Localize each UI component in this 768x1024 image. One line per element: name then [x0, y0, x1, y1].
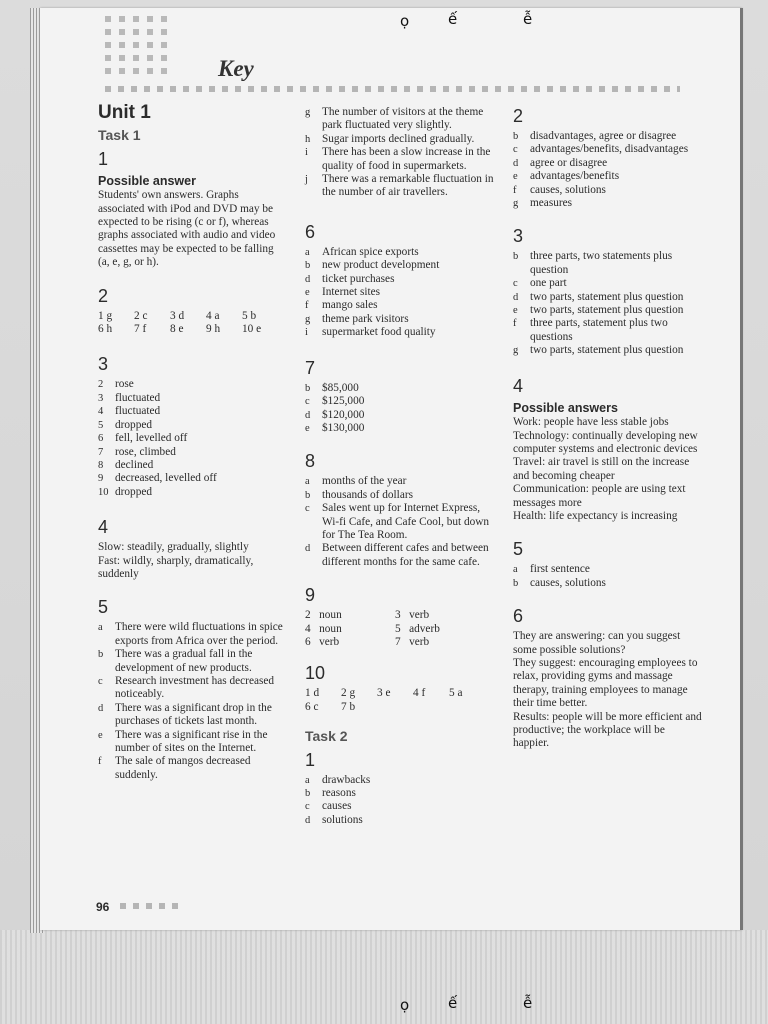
item-text: supermarket food quality: [322, 326, 436, 339]
item-label: b: [98, 649, 104, 661]
list-item: [98, 621, 283, 648]
list-item: [305, 326, 495, 339]
answer-list: [305, 774, 495, 828]
item-text: solutions: [322, 813, 363, 826]
item-text: Between different cafes and between different months for the same cafe.: [322, 542, 489, 568]
item-label: f: [98, 756, 102, 768]
list-item: [98, 459, 283, 472]
item-text: Research investment has decreased noticeably.: [115, 674, 275, 701]
exercise-number: 4: [98, 517, 109, 538]
list-item: [98, 419, 283, 432]
item-label: f: [513, 184, 517, 196]
item-label: 10: [98, 486, 109, 498]
item-text: Sugar imports declined gradually.: [322, 132, 475, 145]
list-item: [98, 675, 283, 702]
footer-mark-3: ễ: [523, 994, 533, 1012]
answer-line: Communication: people are using text messages more: [513, 483, 686, 509]
exercise-number: 4: [513, 375, 524, 396]
answer-cell: 5 adverb: [395, 622, 440, 635]
list-item: [513, 304, 703, 317]
answer-cell: 4 noun: [305, 622, 342, 635]
answer-line: Travel: air travel is still on the increase and becoming cheaper: [513, 456, 690, 482]
item-text: $120,000: [322, 408, 365, 421]
item-text: disadvantages, agree or disagree: [530, 130, 677, 142]
exercise-number: 1: [98, 148, 109, 169]
item-text: fell, levelled off: [115, 432, 188, 445]
answer-lines: [513, 416, 703, 523]
item-text: two parts, statement plus question: [530, 290, 684, 303]
item-label: c: [513, 278, 518, 290]
list-item: [513, 170, 703, 183]
item-label: i: [305, 327, 308, 339]
item-label: d: [513, 291, 519, 303]
item-text: causes: [322, 800, 352, 813]
item-text: $125,000: [322, 395, 365, 408]
item-text: rose: [115, 378, 134, 391]
footer-mark-2: ế: [448, 994, 458, 1012]
answer-cell: 6 c: [305, 700, 319, 713]
answer-cell: 2 g: [341, 687, 356, 700]
unit-heading: Unit 1: [98, 102, 151, 123]
item-label: b: [513, 131, 519, 142]
item-text: There were wild fluctuations in spice exports from Africa over the period.: [115, 621, 283, 647]
item-label: b: [305, 788, 311, 799]
list-item: [98, 486, 283, 499]
item-text: decreased, levelled off: [115, 472, 217, 485]
answer-cell: 8 e: [170, 323, 184, 336]
answer-cell: 6 verb: [305, 635, 340, 648]
list-item: [98, 648, 283, 675]
list-item: [98, 755, 283, 782]
answer-cell: 7 verb: [395, 635, 430, 648]
item-text: rose, climbed: [115, 445, 176, 458]
list-item: [98, 405, 283, 418]
answer-text: Fast: wildly, sharply, dramatically, suddenly: [98, 554, 254, 580]
list-item: [305, 814, 495, 827]
item-text: The number of visitors at the theme park fluctuated very slightly.: [322, 106, 484, 132]
item-text: months of the year: [322, 475, 407, 488]
item-text: There has been a slow increase in the quality of food in supermarkets.: [322, 146, 491, 172]
item-label: 6: [98, 433, 104, 445]
list-item: [98, 472, 283, 485]
item-label: j: [305, 174, 308, 186]
decorative-footer-dots: [120, 903, 185, 909]
list-item: [513, 317, 703, 344]
list-item: [305, 299, 495, 312]
header-mark-3: ễ: [523, 10, 533, 28]
list-item: [513, 563, 703, 576]
list-item: [98, 702, 283, 729]
exercise-number: 9: [305, 585, 316, 606]
item-label: g: [305, 313, 311, 325]
answer-cell: 4 f: [413, 687, 426, 700]
exercise-number: 6: [305, 221, 316, 242]
answer-text: Students' own answers. Graphs associated with iPod and DVD may be expected to be rising (c or f), whereas graphs associated with audio and video cassettes may be expected to be falling (a, e, g, or h).: [98, 189, 276, 269]
item-label: f: [305, 300, 309, 312]
item-text: reasons: [322, 787, 356, 799]
item-label: b: [305, 382, 311, 394]
list-item: [98, 729, 283, 756]
list-item: [98, 446, 283, 459]
exercise-number: 1: [305, 749, 316, 770]
list-item: [513, 197, 703, 210]
item-text: measures: [530, 197, 573, 210]
footer-mark-1: ọ: [400, 996, 410, 1014]
column-3: [513, 106, 703, 751]
item-label: c: [305, 396, 310, 408]
list-item: [305, 382, 495, 395]
list-item: [305, 409, 495, 422]
answer-cell: 3 d: [170, 309, 185, 322]
item-text: causes, solutions: [530, 183, 606, 196]
answer-list: [513, 250, 703, 357]
item-label: 8: [98, 459, 104, 471]
item-label: c: [305, 801, 310, 813]
answer-line: Technology: continually developing new computer systems and electronic devices: [513, 429, 698, 455]
item-label: d: [305, 273, 311, 285]
item-label: 3: [98, 392, 104, 404]
item-text: ticket purchases: [322, 272, 395, 285]
list-item: [305, 422, 495, 435]
list-item: [305, 774, 495, 787]
item-label: i: [305, 147, 308, 159]
item-text: two parts, statement plus question: [530, 304, 684, 317]
answer-cell: 7 f: [134, 323, 147, 336]
answer-line: Health: life expectancy is increasing: [513, 509, 678, 522]
list-item: [305, 787, 495, 800]
list-item: [513, 250, 703, 277]
item-text: three parts, two statements plus question: [530, 250, 673, 276]
answer-text: Slow: steadily, gradually, slightly: [98, 541, 249, 554]
answer-cell: 2 c: [134, 309, 148, 322]
list-item: [305, 502, 495, 542]
list-item: [513, 130, 703, 143]
list-item: [305, 489, 495, 502]
answer-heading: Possible answer: [98, 173, 196, 188]
item-text: causes, solutions: [530, 576, 606, 589]
item-text: thousands of dollars: [322, 488, 413, 501]
item-text: Sales went up for Internet Express, Wi-fi Cafe, and Cafe Cool, but down for The Tea Room.: [322, 502, 490, 541]
answer-cell: 1 g: [98, 309, 113, 322]
answer-grid: [305, 609, 495, 649]
item-label: g: [305, 107, 311, 118]
answer-cell: 10 e: [242, 323, 262, 336]
task-heading: Task 2: [305, 728, 348, 745]
item-text: $85,000: [322, 381, 359, 394]
exercise-number: 5: [513, 539, 524, 560]
item-text: theme park visitors: [322, 312, 409, 325]
item-label: a: [513, 564, 518, 576]
item-label: 2: [98, 379, 104, 391]
item-text: African spice exports: [322, 245, 419, 258]
list-item: [305, 313, 495, 326]
item-label: d: [305, 814, 311, 826]
column-1: [98, 102, 283, 782]
item-label: b: [513, 577, 519, 589]
exercise-number: 2: [98, 285, 109, 306]
exercise-number: 8: [305, 451, 316, 472]
item-label: 7: [98, 446, 104, 458]
item-text: $130,000: [322, 421, 365, 434]
item-label: a: [98, 622, 103, 634]
item-label: 5: [98, 419, 104, 431]
item-text: advantages/benefits, disadvantages: [530, 143, 689, 156]
item-label: b: [513, 251, 519, 263]
answer-cell: 3 e: [377, 687, 391, 700]
answer-list: [305, 246, 495, 340]
item-label: e: [305, 287, 310, 299]
item-text: mango sales: [322, 299, 378, 312]
list-item: [98, 392, 283, 405]
task-heading: Task 1: [98, 127, 141, 144]
exercise-number: 5: [98, 597, 109, 618]
answer-cell: 6 h: [98, 323, 113, 336]
list-item: [513, 157, 703, 170]
list-item: [513, 184, 703, 197]
item-text: There was a remarkable fluctuation in the number of air travellers.: [322, 173, 494, 199]
list-item: [513, 277, 703, 290]
item-label: d: [305, 409, 311, 421]
item-label: 9: [98, 473, 104, 485]
list-item: [305, 173, 495, 200]
item-text: agree or disagree: [530, 156, 608, 169]
item-label: a: [305, 476, 310, 488]
answer-line: Results: people will be more efficient and productive; the workplace will be happier.: [513, 710, 702, 750]
item-text: fluctuated: [115, 391, 161, 404]
item-label: f: [513, 318, 517, 330]
page-title: Key: [218, 56, 254, 81]
list-item: [513, 143, 703, 156]
item-label: b: [305, 260, 311, 272]
column-2: [305, 106, 495, 827]
item-label: e: [98, 729, 103, 741]
item-text: There was a gradual fall in the development of new products.: [115, 648, 253, 674]
item-text: fluctuated: [115, 405, 161, 418]
decorative-dot-grid: [105, 16, 167, 74]
answer-grid: [305, 687, 495, 714]
answer-cell: 4 a: [206, 309, 220, 322]
exercise-number: 10: [305, 663, 326, 684]
item-label: g: [513, 198, 519, 210]
item-label: c: [305, 503, 310, 515]
answer-line: They are answering: can you suggest some possible solutions?: [513, 630, 681, 656]
item-text: one part: [530, 277, 567, 290]
item-text: dropped: [115, 418, 153, 431]
exercise-number: 2: [513, 106, 524, 126]
list-item: [305, 273, 495, 286]
item-text: declined: [115, 458, 154, 471]
decorative-dot-row: [105, 86, 680, 92]
answer-list: [305, 475, 495, 569]
item-text: three parts, statement plus two questions: [530, 317, 668, 343]
answer-list: [513, 130, 703, 210]
item-label: e: [305, 422, 310, 434]
list-item: [305, 133, 495, 146]
answer-line: They suggest: encouraging employees to relax, providing gyms and massage therapy, training employees to manage their time better.: [513, 656, 698, 710]
answer-line: Work: people have less stable jobs: [513, 416, 669, 429]
item-label: d: [305, 543, 311, 555]
header-mark-2: ế: [448, 10, 458, 28]
answer-cell: 1 d: [305, 687, 320, 700]
list-item: [513, 344, 703, 357]
item-text: The sale of mangos decreased suddenly.: [115, 755, 251, 781]
list-item: [305, 106, 495, 133]
list-item: [305, 800, 495, 813]
answer-cell: 5 a: [449, 687, 463, 700]
item-label: a: [305, 774, 310, 786]
answer-grid: [98, 310, 283, 337]
answer-cell: 5 b: [242, 309, 257, 322]
list-item: [98, 432, 283, 445]
answer-cell: 3 verb: [395, 609, 430, 622]
item-text: two parts, statement plus question: [530, 344, 684, 357]
list-item: [305, 395, 495, 408]
exercise-number: 3: [98, 354, 109, 375]
answer-cell: 9 h: [206, 323, 221, 336]
item-label: e: [513, 171, 518, 183]
answer-list: [98, 621, 283, 782]
answer-cell: 7 b: [341, 700, 356, 713]
item-label: b: [305, 489, 311, 501]
list-item: [513, 577, 703, 590]
item-text: first sentence: [530, 563, 590, 576]
item-label: d: [98, 702, 104, 714]
item-text: There was a significant drop in the purchases of tickets last month.: [115, 701, 272, 728]
item-label: d: [513, 157, 519, 169]
item-label: e: [513, 305, 518, 317]
list-item: [305, 146, 495, 173]
header-mark-1: ọ: [400, 12, 410, 30]
item-label: a: [305, 246, 310, 258]
page-number: 96: [96, 900, 110, 914]
item-label: c: [513, 144, 518, 156]
exercise-number: 3: [513, 226, 524, 247]
item-label: g: [513, 345, 519, 357]
item-label: h: [305, 133, 311, 145]
list-item: [305, 475, 495, 488]
item-text: drawbacks: [322, 773, 371, 786]
scan-bottom-edge: [0, 930, 768, 1024]
answer-list: [98, 378, 283, 499]
exercise-number: 7: [305, 357, 316, 378]
item-label: 4: [98, 406, 104, 418]
list-item: [98, 378, 283, 391]
page-right-edge: [740, 8, 743, 930]
list-item: [305, 542, 495, 569]
answer-list: [513, 563, 703, 590]
item-text: new product development: [322, 259, 440, 272]
item-text: dropped: [115, 485, 153, 498]
answer-heading: Possible answers: [513, 400, 618, 415]
list-item: [305, 286, 495, 299]
list-item: [513, 291, 703, 304]
item-label: c: [98, 675, 103, 687]
answer-lines: [513, 630, 703, 751]
list-item: [305, 259, 495, 272]
answer-cell: 2 noun: [305, 609, 342, 622]
item-text: Internet sites: [322, 286, 381, 299]
item-text: advantages/benefits: [530, 170, 620, 183]
answer-list: [305, 106, 495, 200]
exercise-number: 6: [513, 606, 524, 627]
list-item: [305, 246, 495, 259]
answer-list: [305, 382, 495, 436]
item-text: There was a significant rise in the number of sites on the Internet.: [115, 728, 268, 754]
